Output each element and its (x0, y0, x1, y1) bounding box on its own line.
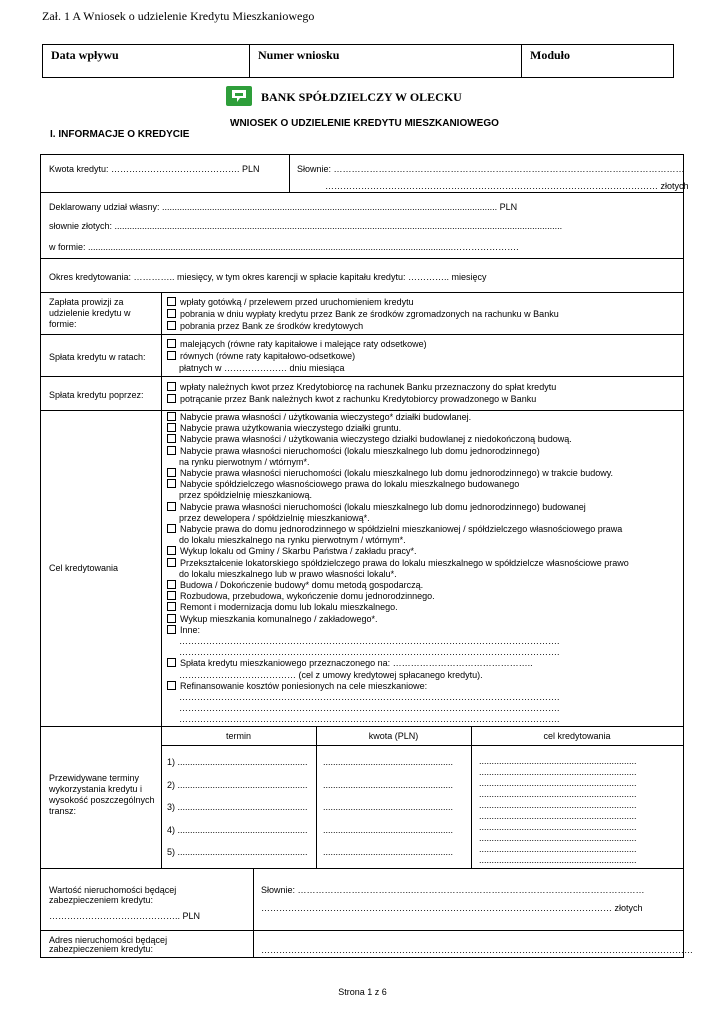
checkbox[interactable] (167, 681, 176, 690)
cel-transzy-field[interactable]: ............................................................... (479, 767, 637, 777)
bank-logo-icon (226, 86, 252, 106)
prowizja-option-1[interactable]: wpłaty gotówką / przelewem przed uruchomieniem kredytu (167, 297, 414, 307)
cel-option-cont[interactable]: na rynku pierwotnym / wtórnym*. (179, 456, 310, 467)
termin-field[interactable]: 1) .................................................... (167, 757, 308, 767)
cel-transzy-field[interactable]: ............................................................... (479, 811, 637, 821)
cel-option-cont[interactable]: ………………………………………………………………………………………………………………. (179, 703, 560, 714)
cel-option-cont[interactable]: ………………………………………………………………………………………………………………. (179, 647, 560, 658)
checkbox[interactable] (167, 423, 176, 432)
kwota-row (41, 155, 689, 193)
cel-row (41, 411, 683, 727)
cel-option-cont[interactable]: ………………………………………………………………………………………………………………. (179, 636, 560, 646)
splata-potracanie-option[interactable]: potrącanie przez Bank należnych kwot z rachunku Kredytobiorcy prowadzonego w Banku (167, 394, 536, 404)
splata-poprzez-label: Spłata kredytu poprzez: (49, 390, 144, 400)
checkbox[interactable] (167, 502, 176, 511)
checkbox[interactable] (167, 524, 176, 533)
checkbox[interactable] (167, 446, 176, 455)
checkbox[interactable] (167, 468, 176, 477)
cel-option-cont[interactable]: ………………………………………………………………………………………………………………. (179, 714, 560, 725)
cel-option[interactable]: Nabycie prawa własności / użytkowania wieczystego* działki budowlanej. (167, 412, 471, 422)
udzial-row (41, 193, 683, 259)
splata-rowne-option[interactable]: równych (równe raty kapitałowo-odsetkowe) (167, 351, 355, 361)
wartosc-slownie-cont[interactable]: ……………………………………………………………………………………………………… złotych (261, 903, 643, 913)
cel-option[interactable]: Budowa / Dokończenie budowy* domu metodą gospodarczą. (167, 580, 423, 590)
page-number: Strona 1 z 6 (338, 987, 387, 997)
okres-row (41, 259, 683, 293)
checkbox[interactable] (167, 558, 176, 567)
udzial-field[interactable]: Deklarowany udział własny: ...................................................................................................................................... PLN (49, 202, 518, 212)
termin-field[interactable]: 4) .................................................... (167, 824, 308, 835)
wartosc-label-1: Wartość nieruchomości będącej (49, 885, 177, 895)
cel-label: Cel kredytowania (49, 563, 119, 573)
kwota-transzy-field[interactable]: .................................................... (323, 757, 454, 767)
cel-transzy-field[interactable]: ............................................................... (479, 822, 637, 832)
cel-option[interactable]: Nabycie prawa własności / użytkowania wieczystego działki budowlanej z niedokończoną budową. (167, 434, 572, 444)
cel-transzy-field[interactable]: ............................................................... (479, 833, 637, 843)
checkbox[interactable] (167, 309, 176, 318)
splata-poprzez-row (41, 377, 683, 411)
cel-transzy-field[interactable]: ............................................................... (479, 778, 637, 788)
credit-info-form (40, 154, 693, 958)
checkbox[interactable] (167, 434, 176, 443)
prowizja-row (41, 293, 683, 335)
udzial-slownie-field[interactable]: słownie złotych: ................................................................................................................................................................................... (49, 221, 563, 231)
termin-field[interactable]: 3) .................................................... (167, 802, 308, 812)
kwota-slownie-cont[interactable]: ………………………………………………………………………………………………… złotych (325, 181, 689, 191)
udzial-forma-field[interactable]: w formie: ..................................................................................................................................................…………………. (49, 242, 519, 252)
checkbox[interactable] (167, 382, 176, 391)
checkbox[interactable] (167, 591, 176, 600)
cel-option-cont[interactable]: przez spółdzielnię mieszkaniową. (179, 490, 313, 501)
kwota-transzy-field[interactable]: .................................................... (323, 824, 454, 835)
splata-malejace-option[interactable]: malejących (równe raty kapitałowe i malejące raty odsetkowe) (167, 339, 427, 349)
okres-field[interactable]: Okres kredytowania: ………….. miesięcy, w tym okres karencji w spłacie kapitału kredytu: ………….. miesięcy (49, 272, 487, 282)
cel-option[interactable]: Nabycie spółdzielczego własnościowego prawa do lokalu mieszkalnego budowanego (167, 479, 519, 489)
splata-dzien-field[interactable]: płatnych w ………………… dniu miesiąca (179, 363, 345, 373)
cel-option[interactable]: Nabycie prawa własności nieruchomości (lokalu mieszkalnego lub domu jednorodzinnego) (167, 446, 540, 456)
modulo-cell: Moduło (530, 48, 571, 62)
cel-option-cont[interactable]: ………………………………………………………………………………………………………………. (179, 692, 560, 702)
kwota-transzy-field[interactable]: .................................................... (323, 802, 454, 812)
checkbox[interactable] (167, 614, 176, 623)
bank-name: BANK SPÓŁDZIELCZY W OLECKU (261, 90, 462, 104)
wartosc-amount-field[interactable]: …………………………………….. PLN (49, 911, 201, 921)
wartosc-row (41, 869, 683, 931)
cel-option[interactable]: Nabycie prawa własności nieruchomości (lokalu mieszkalnego lub domu jednorodzinnego) w trakcie budowy. (167, 468, 613, 478)
adres-label-1: Adres nieruchomości będącej (49, 935, 168, 945)
termin-field[interactable]: 2) .................................................... (167, 779, 308, 790)
kwota-field[interactable]: Kwota kredytu: ……………………………………. PLN (49, 164, 260, 174)
cel-transzy-field[interactable]: ............................................................... (479, 800, 637, 810)
kwota-transzy-field[interactable]: .................................................... (323, 847, 454, 857)
checkbox[interactable] (167, 479, 176, 488)
cel-option[interactable]: Wykup mieszkania komunalnego / zakładowego*. (167, 614, 378, 624)
kwota-header: kwota (PLN) (368, 731, 419, 741)
form-title: WNIOSEK O UDZIELENIE KREDYTU MIESZKANIOWEGO (230, 118, 499, 129)
termin-header: termin (225, 731, 251, 741)
cel-option[interactable]: Remont i modernizacja domu lub lokalu mieszkalnego. (167, 602, 398, 612)
checkbox[interactable] (167, 394, 176, 403)
cel-option[interactable]: Nabycie prawa własności nieruchomości (lokalu mieszkalnego lub domu jednorodzinnego) budowanej (167, 502, 586, 512)
termin-field[interactable]: 5) .................................................... (167, 847, 308, 857)
cel-transzy-field[interactable]: ............................................................... (479, 756, 637, 766)
splata-ratach-row (41, 335, 683, 377)
checkbox[interactable] (167, 321, 176, 330)
checkbox[interactable] (167, 625, 176, 634)
cel-option[interactable]: Nabycie prawa do domu jednorodzinnego w spółdzielni mieszkaniowej / spółdzielczego własnościowego prawa (167, 524, 622, 534)
adres-label-2: zabezpieczeniem kredytu: (49, 944, 154, 954)
data-wplywu-cell: Data wpływu (43, 45, 250, 77)
cel-option-cont[interactable]: przez dewelopera / spółdzielnię mieszkaniową*. (179, 512, 370, 523)
cel-option[interactable]: Nabycie prawa użytkowania wieczystego działki gruntu. (167, 423, 401, 433)
cel-option[interactable]: Inne: (167, 625, 200, 635)
cel-option[interactable]: Przekształcenie lokatorskiego spółdzielczego prawa do lokalu mieszkalnego w spółdzielcze własnościowe prawo (167, 558, 629, 568)
document-reference: Zał. 1 A Wniosek o udzielenie Kredytu Mieszkaniowego (42, 9, 315, 23)
cel-option[interactable]: Refinansowanie kosztów poniesionych na cele mieszkaniowe: (167, 681, 427, 691)
cel-transzy-field[interactable]: ............................................................... (479, 855, 637, 865)
checkbox[interactable] (167, 580, 176, 589)
cel-option-cont[interactable]: do lokalu mieszkalnego lub w prawo własności lokalu*. (179, 568, 397, 579)
prowizja-option-3[interactable]: pobrania przez Bank ze środków kredytowych (167, 321, 363, 331)
splata-wplaty-option[interactable]: wpłaty należnych kwot przez Kredytobiorcę na rachunek Banku przeznaczony do spłat kredytu (167, 382, 556, 392)
cel-option[interactable]: Rozbudowa, przebudowa, wykończenie domu jednorodzinnego. (167, 591, 435, 601)
numer-wniosku-cell: Numer wniosku (250, 45, 522, 77)
kwota-transzy-field[interactable]: .................................................... (323, 779, 454, 790)
checkbox[interactable] (167, 546, 176, 555)
adres-row (41, 931, 693, 958)
checkbox[interactable] (167, 658, 176, 667)
section-title: I. INFORMACJE O KREDYCIE (50, 129, 190, 140)
checkbox[interactable] (167, 412, 176, 421)
checkbox[interactable] (167, 602, 176, 611)
cel-option[interactable]: Wykup lokalu od Gminy / Skarbu Państwa / zakładu pracy*. (167, 546, 417, 556)
cel-option-cont[interactable]: ………………………………… (cel z umowy kredytowej spłacanego kredytu). (179, 669, 483, 680)
checkbox[interactable] (167, 297, 176, 306)
wartosc-label-2: zabezpieczeniem kredytu: (49, 895, 154, 905)
cel-option-cont[interactable]: do lokalu mieszkalnego na rynku pierwotnym / wtórnym*. (179, 535, 406, 546)
wartosc-slownie-field[interactable]: Słownie: ………………………………..…………………………………………………………………… (261, 885, 645, 895)
splata-ratach-label: Spłata kredytu w ratach: (49, 352, 146, 362)
cel-header: cel kredytowania (543, 731, 611, 741)
checkbox[interactable] (167, 339, 176, 348)
transze-row (41, 727, 683, 869)
prowizja-option-2[interactable]: pobrania w dniu wypłaty kredytu przez Bank ze środków zgromadzonych na rachunku w Banku (167, 309, 559, 319)
cel-transzy-field[interactable]: ............................................................... (479, 789, 637, 799)
prowizja-label: Zapłata prowizji za udzielenie kredytu w formie: (49, 297, 131, 329)
checkbox[interactable] (167, 351, 176, 360)
cel-option[interactable]: Spłata kredytu mieszkaniowego przeznaczonego na: ……………………………………….. (167, 658, 533, 668)
transze-label: Przewidywane terminy wykorzystania kredytu i wysokość poszczególnych transz: (49, 773, 155, 816)
kwota-slownie-field[interactable]: Słownie: ……………………………………………………………………………………………………… (297, 164, 685, 174)
header-table (42, 44, 674, 78)
adres-field[interactable]: ……………………………………………………………………………………………………………………………… (261, 945, 693, 955)
cel-transzy-field[interactable]: ............................................................... (479, 844, 637, 854)
